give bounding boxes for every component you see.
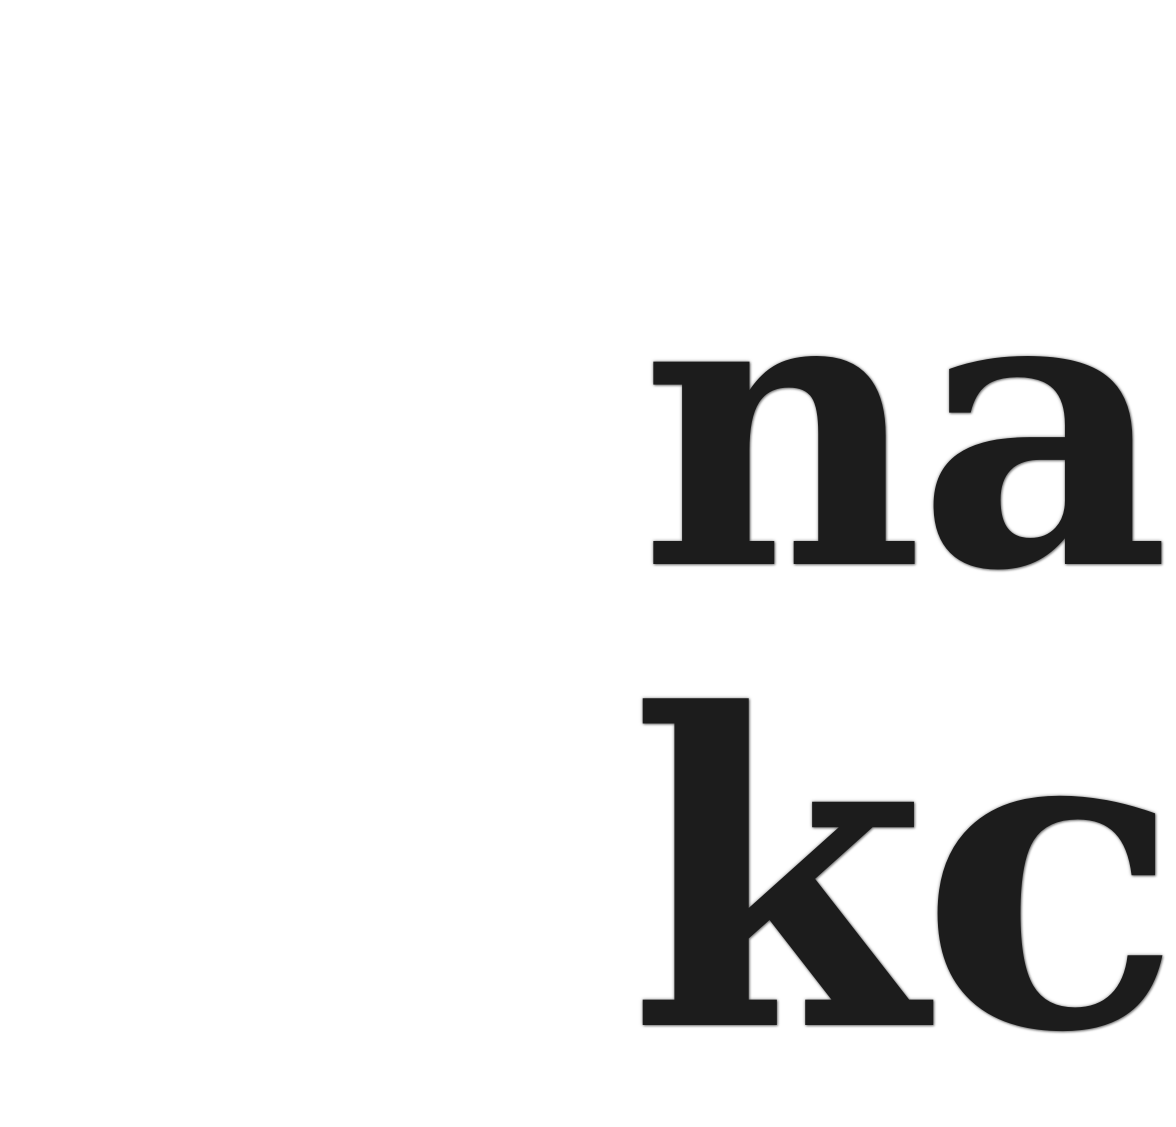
text-line-2: kc — [628, 622, 1176, 1127]
text-line-1: na — [640, 198, 1165, 656]
